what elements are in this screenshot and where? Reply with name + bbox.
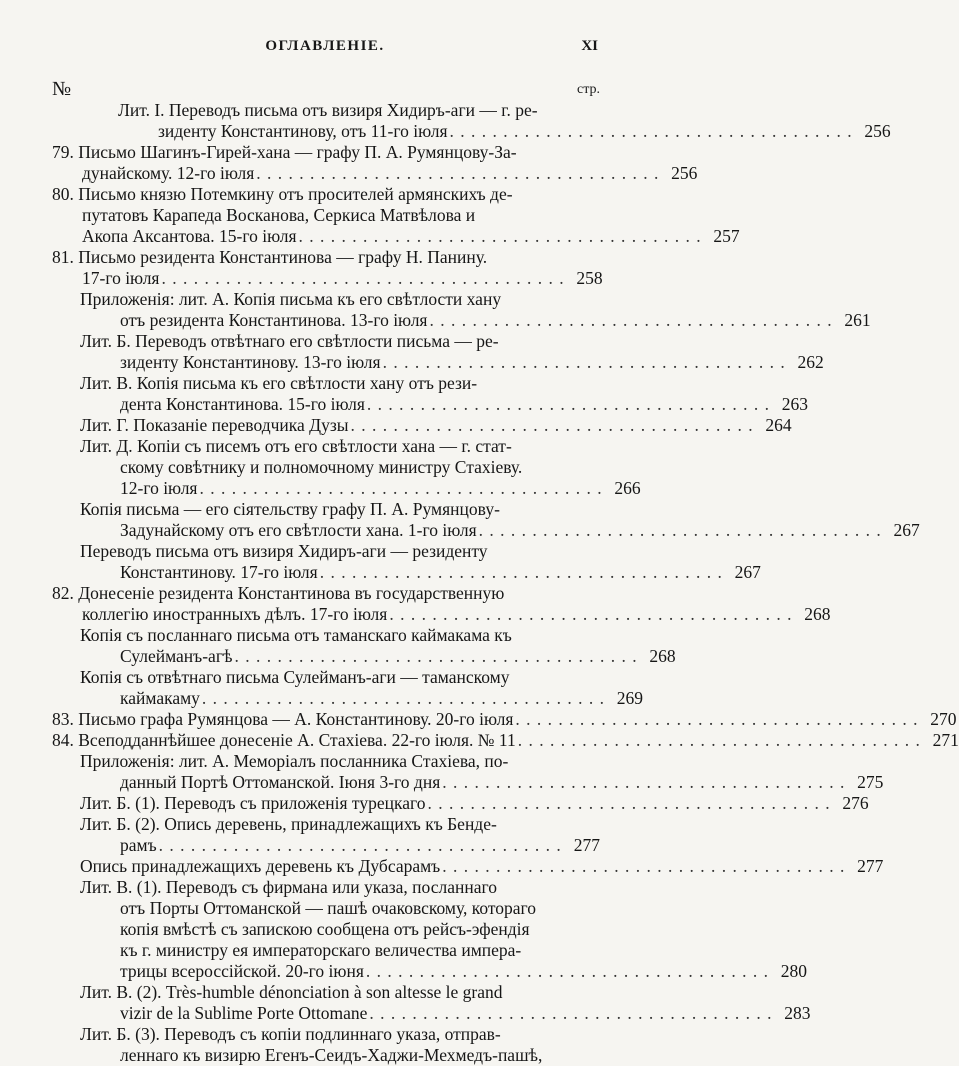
toc-entry-text: рамъ — [120, 835, 157, 855]
toc-entry-line — [80, 646, 676, 667]
toc-entry-line — [80, 898, 600, 919]
toc-entry-text: Лит. І. Переводъ письма отъ визиря Хидиръ-аги — г. ре- — [118, 100, 538, 120]
toc-entry-line — [80, 415, 792, 436]
toc-entry-text: Опись принадлежащихъ деревень къ Дубсарамъ — [80, 856, 441, 876]
toc-entry — [118, 100, 891, 142]
toc-entry — [80, 436, 641, 499]
toc-entry-line — [80, 772, 884, 793]
toc-entry — [52, 247, 603, 289]
toc-entry — [80, 289, 871, 331]
toc-entry-text: Задунайскому отъ его свѣтлости хана. 1-го іюля — [120, 520, 477, 540]
dot-leader: . . . . . . . . . . . . . . . . . . . . . . . . . . . . . . . . . . . . . . — [427, 793, 831, 813]
toc-entry-text: Переводъ письма отъ визиря Хидиръ-аги — резиденту — [80, 541, 488, 561]
toc-entry-line — [80, 961, 807, 982]
toc-entry-line — [80, 331, 600, 352]
toc-page-number: 269 — [616, 688, 644, 708]
toc-entry-line — [80, 310, 871, 331]
toc-page-number: 268 — [804, 604, 831, 624]
toc-entry-line — [80, 520, 920, 541]
dot-leader: . . . . . . . . . . . . . . . . . . . . . . . . . . . . . . . . . . . . . . — [319, 562, 723, 582]
toc-page-number: 270 — [930, 709, 957, 729]
toc-entry-text: каймакаму — [120, 688, 200, 708]
toc-entry — [80, 877, 807, 982]
toc-entry — [80, 415, 792, 436]
toc-entry-text: къ г. министру ея императорскаго величества импера- — [120, 940, 522, 960]
dot-leader: . . . . . . . . . . . . . . . . . . . . . . . . . . . . . . . . . . . . . . — [442, 772, 846, 792]
dot-leader: . . . . . . . . . . . . . . . . . . . . . . . . . . . . . . . . . . . . . . — [382, 352, 786, 372]
toc-entry-line — [80, 373, 600, 394]
toc-entry — [80, 373, 808, 415]
toc-entry-text: копія вмѣстѣ съ запискою сообщена отъ рейсъ-эфендія — [120, 919, 530, 939]
toc-page-number: 271 — [932, 730, 959, 750]
toc-entry — [80, 625, 676, 667]
page-number: XI — [581, 38, 598, 54]
toc-entry-text: Лит. В. (2). Très-humble dénonciation à son altesse le grand — [80, 982, 503, 1002]
toc-entry-line — [52, 730, 959, 751]
toc-entry-text: Лит. Д. Копіи съ писемъ отъ его свѣтлости хана — г. стат- — [80, 436, 512, 456]
toc-page-number: 268 — [649, 646, 676, 666]
dot-leader: . . . . . . . . . . . . . . . . . . . . . . . . . . . . . . . . . . . . . . — [365, 961, 769, 981]
dot-leader: . . . . . . . . . . . . . . . . . . . . . . . . . . . . . . . . . . . . . . — [369, 1003, 773, 1023]
toc-entry-line — [80, 940, 600, 961]
toc-entry-line — [80, 1024, 600, 1045]
toc-entry-text: 79. Письмо Шагинъ-Гирей-хана — графу П. А. Румянцову-За- — [52, 142, 517, 162]
toc-entry-text: путатовъ Карапеда Восканова, Серкиса Матвѣлова и — [82, 205, 476, 225]
toc-page-number: 283 — [784, 1003, 811, 1023]
toc-entry-line — [52, 226, 740, 247]
dot-leader: . . . . . . . . . . . . . . . . . . . . . . . . . . . . . . . . . . . . . . — [515, 709, 919, 729]
toc-entry-line — [80, 436, 600, 457]
toc-entry-text: Лит. Б. Переводъ отвѣтнаго его свѣтлости письма — ре- — [80, 331, 499, 351]
toc-entry-text: Лит. Б. (1). Переводъ съ приложенія турецкаго — [80, 793, 426, 813]
toc-entry-line — [80, 856, 884, 877]
toc-entry-line — [80, 457, 600, 478]
toc-entry — [80, 499, 920, 541]
toc-entry-text: леннаго къ визирю Егенъ-Сеидъ-Хаджи-Мехмедъ-пашѣ, — [120, 1045, 543, 1065]
toc-entry-text: отъ Порты Оттоманской — пашѣ очаковскому, котораго — [120, 898, 537, 918]
toc-entry-text: Лит. Б. (2). Опись деревень, принадлежащихъ къ Бенде- — [80, 814, 497, 834]
toc-entry — [80, 751, 884, 793]
toc-entry-text: Приложенія: лит. А. Копія письма къ его свѣтлости хану — [80, 289, 502, 309]
column-headers — [52, 78, 600, 102]
toc-entry — [52, 142, 698, 184]
toc-entry-line — [80, 877, 600, 898]
toc-entry-text: vizir de la Sublime Porte Ottomane — [120, 1003, 368, 1023]
toc-entry-text: трицы всероссійской. 20-го іюня — [120, 961, 364, 981]
toc-entry — [52, 184, 740, 247]
toc-page-number: 261 — [844, 310, 871, 330]
toc-entry-line — [118, 100, 600, 121]
toc-entry — [80, 814, 600, 856]
toc-page-number: 257 — [713, 226, 740, 246]
toc-entry-text: Лит. В. (1). Переводъ съ фирмана или указа, посланнаго — [80, 877, 497, 897]
toc-entry — [80, 541, 761, 583]
toc-page-number: 256 — [671, 163, 698, 183]
dot-leader: . . . . . . . . . . . . . . . . . . . . . . . . . . . . . . . . . . . . . . — [449, 121, 853, 141]
toc-page-number: 262 — [797, 352, 824, 372]
toc-entry-line — [80, 814, 600, 835]
toc-entry-text: дунайскому. 12-го іюля — [82, 163, 255, 183]
toc-entry-line — [80, 793, 869, 814]
toc-page-number: 267 — [893, 520, 920, 540]
toc-entry-line — [80, 394, 808, 415]
dot-leader: . . . . . . . . . . . . . . . . . . . . . . . . . . . . . . . . . . . . . . — [161, 268, 565, 288]
toc-entry-line — [80, 919, 600, 940]
toc-entry-text: 12-го іюля — [120, 478, 198, 498]
toc-entry-line — [52, 709, 957, 730]
toc-entry-line — [52, 163, 698, 184]
dot-leader: . . . . . . . . . . . . . . . . . . . . . . . . . . . . . . . . . . . . . . — [442, 856, 846, 876]
page-column-label: стр. — [576, 82, 600, 97]
toc-entry-text: Копія письма — его сіятельству графу П. А. Румянцову- — [80, 499, 500, 519]
toc-entry-line — [80, 982, 600, 1003]
toc-entry-line — [52, 583, 600, 604]
toc-entry-text: зиденту Константинову. 13-го іюля — [120, 352, 381, 372]
toc-entry-text: Лит. В. Копія письма къ его свѣтлости хану отъ рези- — [80, 373, 478, 393]
toc-entry-text: скому совѣтнику и полномочному министру Стахіеву. — [120, 457, 523, 477]
toc-entry — [80, 331, 824, 373]
toc-page-number: 280 — [780, 961, 807, 981]
number-column-label: № — [52, 78, 72, 100]
toc-entry — [52, 583, 831, 625]
dot-leader: . . . . . . . . . . . . . . . . . . . . . . . . . . . . . . . . . . . . . . — [199, 478, 603, 498]
toc-page-number: 258 — [576, 268, 603, 288]
toc-entry-line — [52, 604, 831, 625]
toc-entry-line — [52, 268, 603, 289]
toc-entry-text: Приложенія: лит. А. Меморіалъ посланника Стахіева, по- — [80, 751, 509, 771]
toc-entry-line — [52, 247, 600, 268]
dot-leader: . . . . . . . . . . . . . . . . . . . . . . . . . . . . . . . . . . . . . . — [429, 310, 833, 330]
toc-entry-text: данный Портѣ Оттоманской. Іюня 3-го дня — [120, 772, 441, 792]
page-title: ОГЛАВЛЕНІЕ. — [265, 38, 385, 54]
dot-leader: . . . . . . . . . . . . . . . . . . . . . . . . . . . . . . . . . . . . . . — [256, 163, 660, 183]
dot-leader: . . . . . . . . . . . . . . . . . . . . . . . . . . . . . . . . . . . . . . — [389, 604, 793, 624]
toc-page-number: 277 — [573, 835, 600, 855]
toc-entry-line — [80, 667, 600, 688]
toc-entry-line — [80, 1045, 600, 1066]
toc-page-number: 256 — [864, 121, 891, 141]
toc-entry-line — [80, 541, 600, 562]
dot-leader: . . . . . . . . . . . . . . . . . . . . . . . . . . . . . . . . . . . . . . — [478, 520, 882, 540]
dot-leader: . . . . . . . . . . . . . . . . . . . . . . . . . . . . . . . . . . . . . . — [158, 835, 562, 855]
toc-page-number: 263 — [781, 394, 808, 414]
toc-entry-text: дента Константинова. 15-го іюля — [120, 394, 365, 414]
toc-entry-text: 84. Всеподданнѣйшее донесеніе А. Стахіева. 22-го іюля. № 11 — [52, 730, 516, 750]
toc-entry-text: Лит. Б. (3). Переводъ съ копіи подлиннаго указа, отправ- — [80, 1024, 501, 1044]
toc-entry — [52, 709, 957, 730]
toc-entry-line — [80, 562, 761, 583]
toc-entry-text: Копія съ отвѣтнаго письма Сулейманъ-аги — таманскому — [80, 667, 510, 687]
toc-entry-line — [80, 1003, 811, 1024]
dot-leader: . . . . . . . . . . . . . . . . . . . . . . . . . . . . . . . . . . . . . . — [298, 226, 702, 246]
toc-entry-line — [80, 289, 600, 310]
toc-entry-text: 81. Письмо резидента Константинова — графу Н. Панину. — [52, 247, 488, 267]
toc-entry-line — [80, 625, 600, 646]
dot-leader: . . . . . . . . . . . . . . . . . . . . . . . . . . . . . . . . . . . . . . — [201, 688, 606, 708]
toc-entry-line — [80, 688, 644, 709]
toc-page-number: 276 — [842, 793, 869, 813]
toc-entry — [80, 982, 811, 1024]
dot-leader: . . . . . . . . . . . . . . . . . . . . . . . . . . . . . . . . . . . . . . — [350, 415, 754, 435]
toc-entry — [80, 667, 644, 709]
toc-entry — [52, 730, 959, 751]
toc-page-number: 267 — [734, 562, 761, 582]
toc-entry-line — [52, 205, 600, 226]
toc-entry-text: зиденту Константинову, отъ 11-го іюля — [158, 121, 448, 141]
toc-page-number: 266 — [614, 478, 641, 498]
toc-entry-text: Акопа Аксантова. 15-го іюля — [82, 226, 297, 246]
toc-entry-line — [80, 478, 641, 499]
toc-entry-text: 17-го іюля — [82, 268, 160, 288]
toc-entry-text: Копія съ посланнаго письма отъ таманскаго каймакама къ — [80, 625, 512, 645]
toc-page-number: 264 — [765, 415, 792, 435]
toc-entry-text: Лит. Г. Показаніе переводчика Дузы — [80, 415, 349, 435]
toc-entry-line — [80, 499, 600, 520]
toc-entry-text: отъ резидента Константинова. 13-го іюля — [120, 310, 428, 330]
dot-leader: . . . . . . . . . . . . . . . . . . . . . . . . . . . . . . . . . . . . . . — [517, 730, 921, 750]
toc-entry-text: 83. Письмо графа Румянцова — А. Константинову. 20-го іюля — [52, 709, 514, 729]
page-header — [0, 38, 650, 60]
toc-entry — [80, 1024, 600, 1066]
toc-page-number: 277 — [857, 856, 884, 876]
toc-entry-line — [80, 835, 600, 856]
toc-entry-text: Сулейманъ-агѣ — [120, 646, 233, 666]
toc-entry-text: 82. Донесеніе резидента Константинова въ государственную — [52, 583, 505, 603]
toc-entry-line — [80, 352, 824, 373]
toc-entry-text: коллегію иностранныхъ дѣлъ. 17-го іюля — [82, 604, 388, 624]
toc-entry-text: Константинову. 17-го іюля — [120, 562, 318, 582]
toc-entry-line — [52, 142, 600, 163]
toc-entry-line — [52, 184, 600, 205]
dot-leader: . . . . . . . . . . . . . . . . . . . . . . . . . . . . . . . . . . . . . . — [234, 646, 638, 666]
toc-page-number: 275 — [857, 772, 884, 792]
toc-entry-text: 80. Письмо князю Потемкину отъ просителей армянскихъ де- — [52, 184, 513, 204]
toc-entry-line — [80, 751, 600, 772]
toc-entry — [80, 793, 869, 814]
dot-leader: . . . . . . . . . . . . . . . . . . . . . . . . . . . . . . . . . . . . . . — [366, 394, 770, 414]
toc-entry — [80, 856, 884, 877]
toc-entry-line — [118, 121, 891, 142]
